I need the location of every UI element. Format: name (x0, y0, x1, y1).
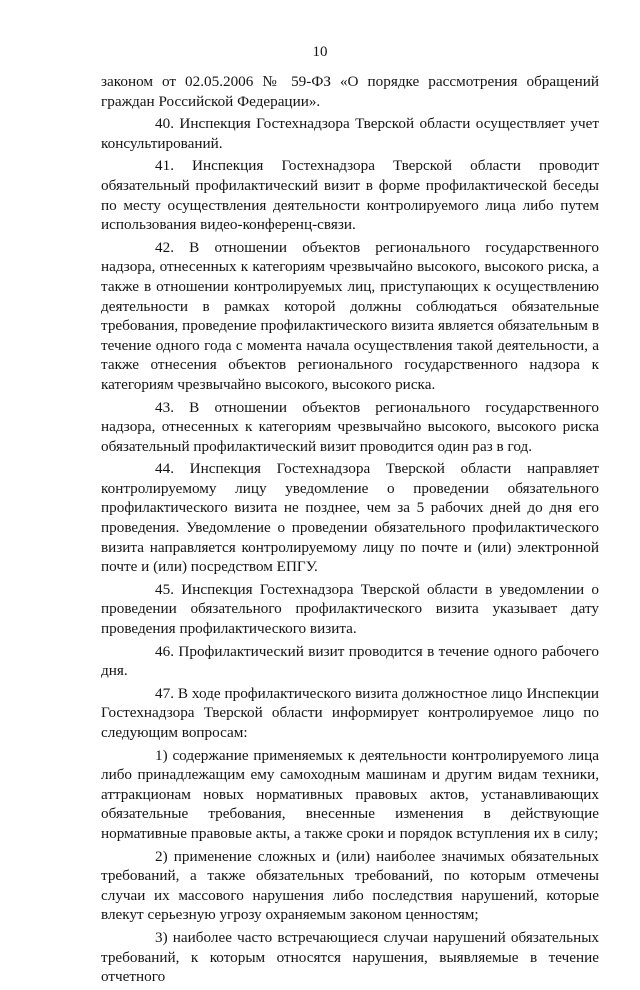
paragraph-46: 46. Профилактический визит проводится в течение одного рабочего дня. (101, 642, 599, 680)
paragraph-47: 47. В ходе профилактического визита должностное лицо Инспекции Гостехнадзора Тверской области информирует контролируемое лицо по следующим вопросам: (101, 684, 599, 741)
paragraph-continuation: законом от 02.05.2006 № 59-ФЗ «О порядке рассмотрения обращений граждан Российской Федерации». (101, 73, 599, 110)
paragraph-43: 43. В отношении объектов регионального государственного надзора, отнесенных к категориям чрезвычайно высокого, высокого риска обязательный профилактический визит проводится один раз в год. (101, 398, 599, 455)
list-item-3: 3) наиболее часто встречающиеся случаи нарушений обязательных требований, к которым относятся нарушения, выявляемые в течение отчетного (101, 928, 599, 986)
paragraph-42: 42. В отношении объектов регионального государственного надзора, отнесенных к категориям чрезвычайно высокого, высокого риска, а также в отношении контролируемых лиц, приступающих к осуществлению деятельности в рамках которой должны соблюдаться обязательные требования, проведение профилактического визита является обязательным в течение одного года с момента начала осуществления такой деятельности, а также отнесения объектов регионального государственного надзора к категориям чрезвычайно высокого, высокого риска. (101, 238, 599, 393)
paragraph-44: 44. Инспекция Гостехнадзора Тверской области направляет контролируемому лицу уведомление о проведении обязательного профилактического визита не позднее, чем за 5 рабочих дней до дня его проведения. Уведомление о проведении обязательного профилактического визита направляется контролируемому лицу по почте и (или) электронной почте и (или) посредством ЕПГУ. (101, 460, 599, 576)
list-item-2: 2) применение сложных и (или) наиболее значимых обязательных требований, а также обязательных требований, по которым отмечены случаи их массового нарушения либо последствия нарушений, которые влекут серьезную угрозу охраняемым законом ценностям; (101, 847, 599, 924)
page-number: 10 (312, 44, 328, 60)
paragraph-41: 41. Инспекция Гостехнадзора Тверской области проводит обязательный профилактический визит в форме профилактической беседы по месту осуществления деятельности контролируемого лица либо путем использования видео-конференц-связи. (101, 157, 599, 234)
list-item-1: 1) содержание применяемых к деятельности контролируемого лица либо принадлежащим ему самоходным машинам и другим видам техники, аттракционам новых нормативных правовых актов, устанавливающих обязательные требования, внесенные изменения в действующие нормативные правовые акты, а также сроки и порядок вступления их в силу; (101, 746, 599, 842)
paragraph-40: 40. Инспекция Гостехнадзора Тверской области осуществляет учет консультирований. (101, 115, 599, 152)
document-body (101, 72, 599, 990)
paragraph-45: 45. Инспекция Гостехнадзора Тверской области в уведомлении о проведении обязательного профилактического визита указывает дату проведения профилактического визита. (101, 580, 599, 638)
